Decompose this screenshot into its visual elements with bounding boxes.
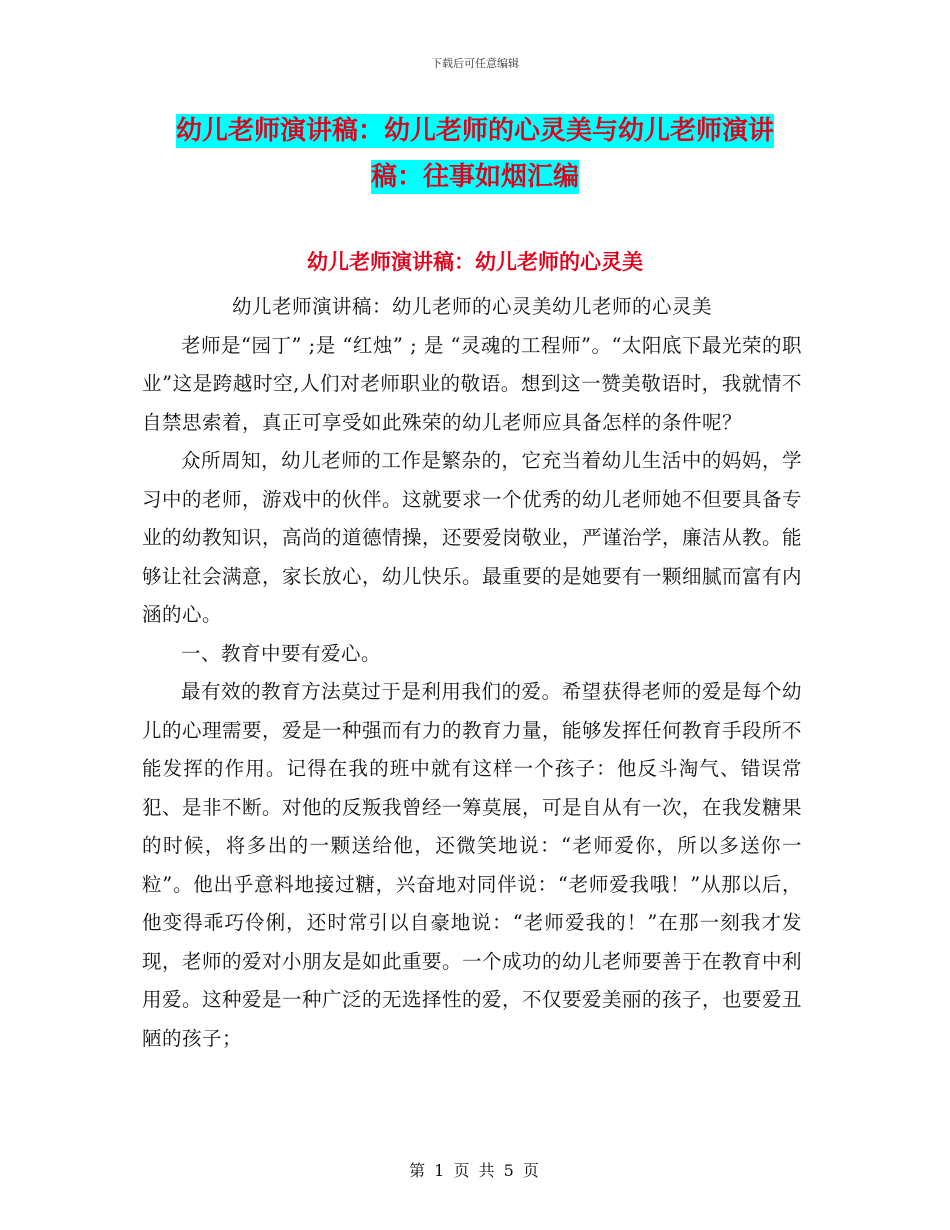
document-title: [0, 108, 950, 200]
section-title: 幼儿老师演讲稿：幼儿老师的心灵美: [307, 250, 643, 274]
section-heading: 一、教育中要有爱心。: [181, 641, 382, 665]
paragraph: 众所周知，幼儿老师的工作是繁杂的，它充当着幼儿生活中的妈妈，学习中的老师，游戏中的伙伴。这就要求一个优秀的幼儿老师她不但要具备专业的幼教知识，高尚的道德情操，还要爱岗敬业，严谨治学，廉洁从教。能够让社会满意，家长放心，幼儿快乐。最重要的是她要有一颗细腻而富有内涵的心。: [142, 449, 803, 626]
paragraph: 幼儿老师演讲稿：幼儿老师的心灵美幼儿老师的心灵美: [231, 295, 712, 318]
page-footer: 第 1 页 共 5 页: [409, 1161, 541, 1180]
document-title-line-2: [0, 154, 950, 200]
title-highlight: 稿：往事如烟汇编: [370, 162, 579, 192]
page-header: 下载后可任意编辑: [431, 57, 519, 70]
body-text: [142, 288, 802, 1058]
paragraph: 最有效的教育方法莫过于是利用我们的爱。希望获得老师的爱是每个幼儿的心理需要，爱是一种强而有力的教育力量，能够发挥任何教育手段所不能发挥的作用。记得在我的班中就有这样一个孩子：他反斗淘气、错误常犯、是非不断。对他的反叛我曾经一筹莫展，可是自从有一次，在我发糖果的时候，将多出的一颗送给他，还微笑地说：“老师爱你，所以多送你一粒”。他出乎意料地接过糖，兴奋地对同伴说：“老师爱我哦！”从那以后，他变得乖巧伶俐，还时常引以自豪地说：“老师爱我的！”在那一刻我才发现，老师的爱对小朋友是如此重要。一个成功的幼儿老师要善于在教育中利用爱。这种爱是一种广泛的无选择性的爱，不仅要爱美丽的孩子，也要爱丑陋的孩子；: [142, 680, 803, 1050]
document-title-line-1: [0, 108, 950, 154]
paragraph: 老师是“园丁” ;是 “红烛” ; 是 “灵魂的工程师”。“太阳底下最光荣的职业”这是跨越时空,人们对老师职业的敬语。想到这一赞美敬语时，我就情不自禁思索着，真正可享受如此殊荣的幼儿老师应具备怎样的条件呢？: [142, 333, 802, 434]
title-highlight: 幼儿老师演讲稿：幼儿老师的心灵美与幼儿老师演讲: [175, 116, 774, 146]
